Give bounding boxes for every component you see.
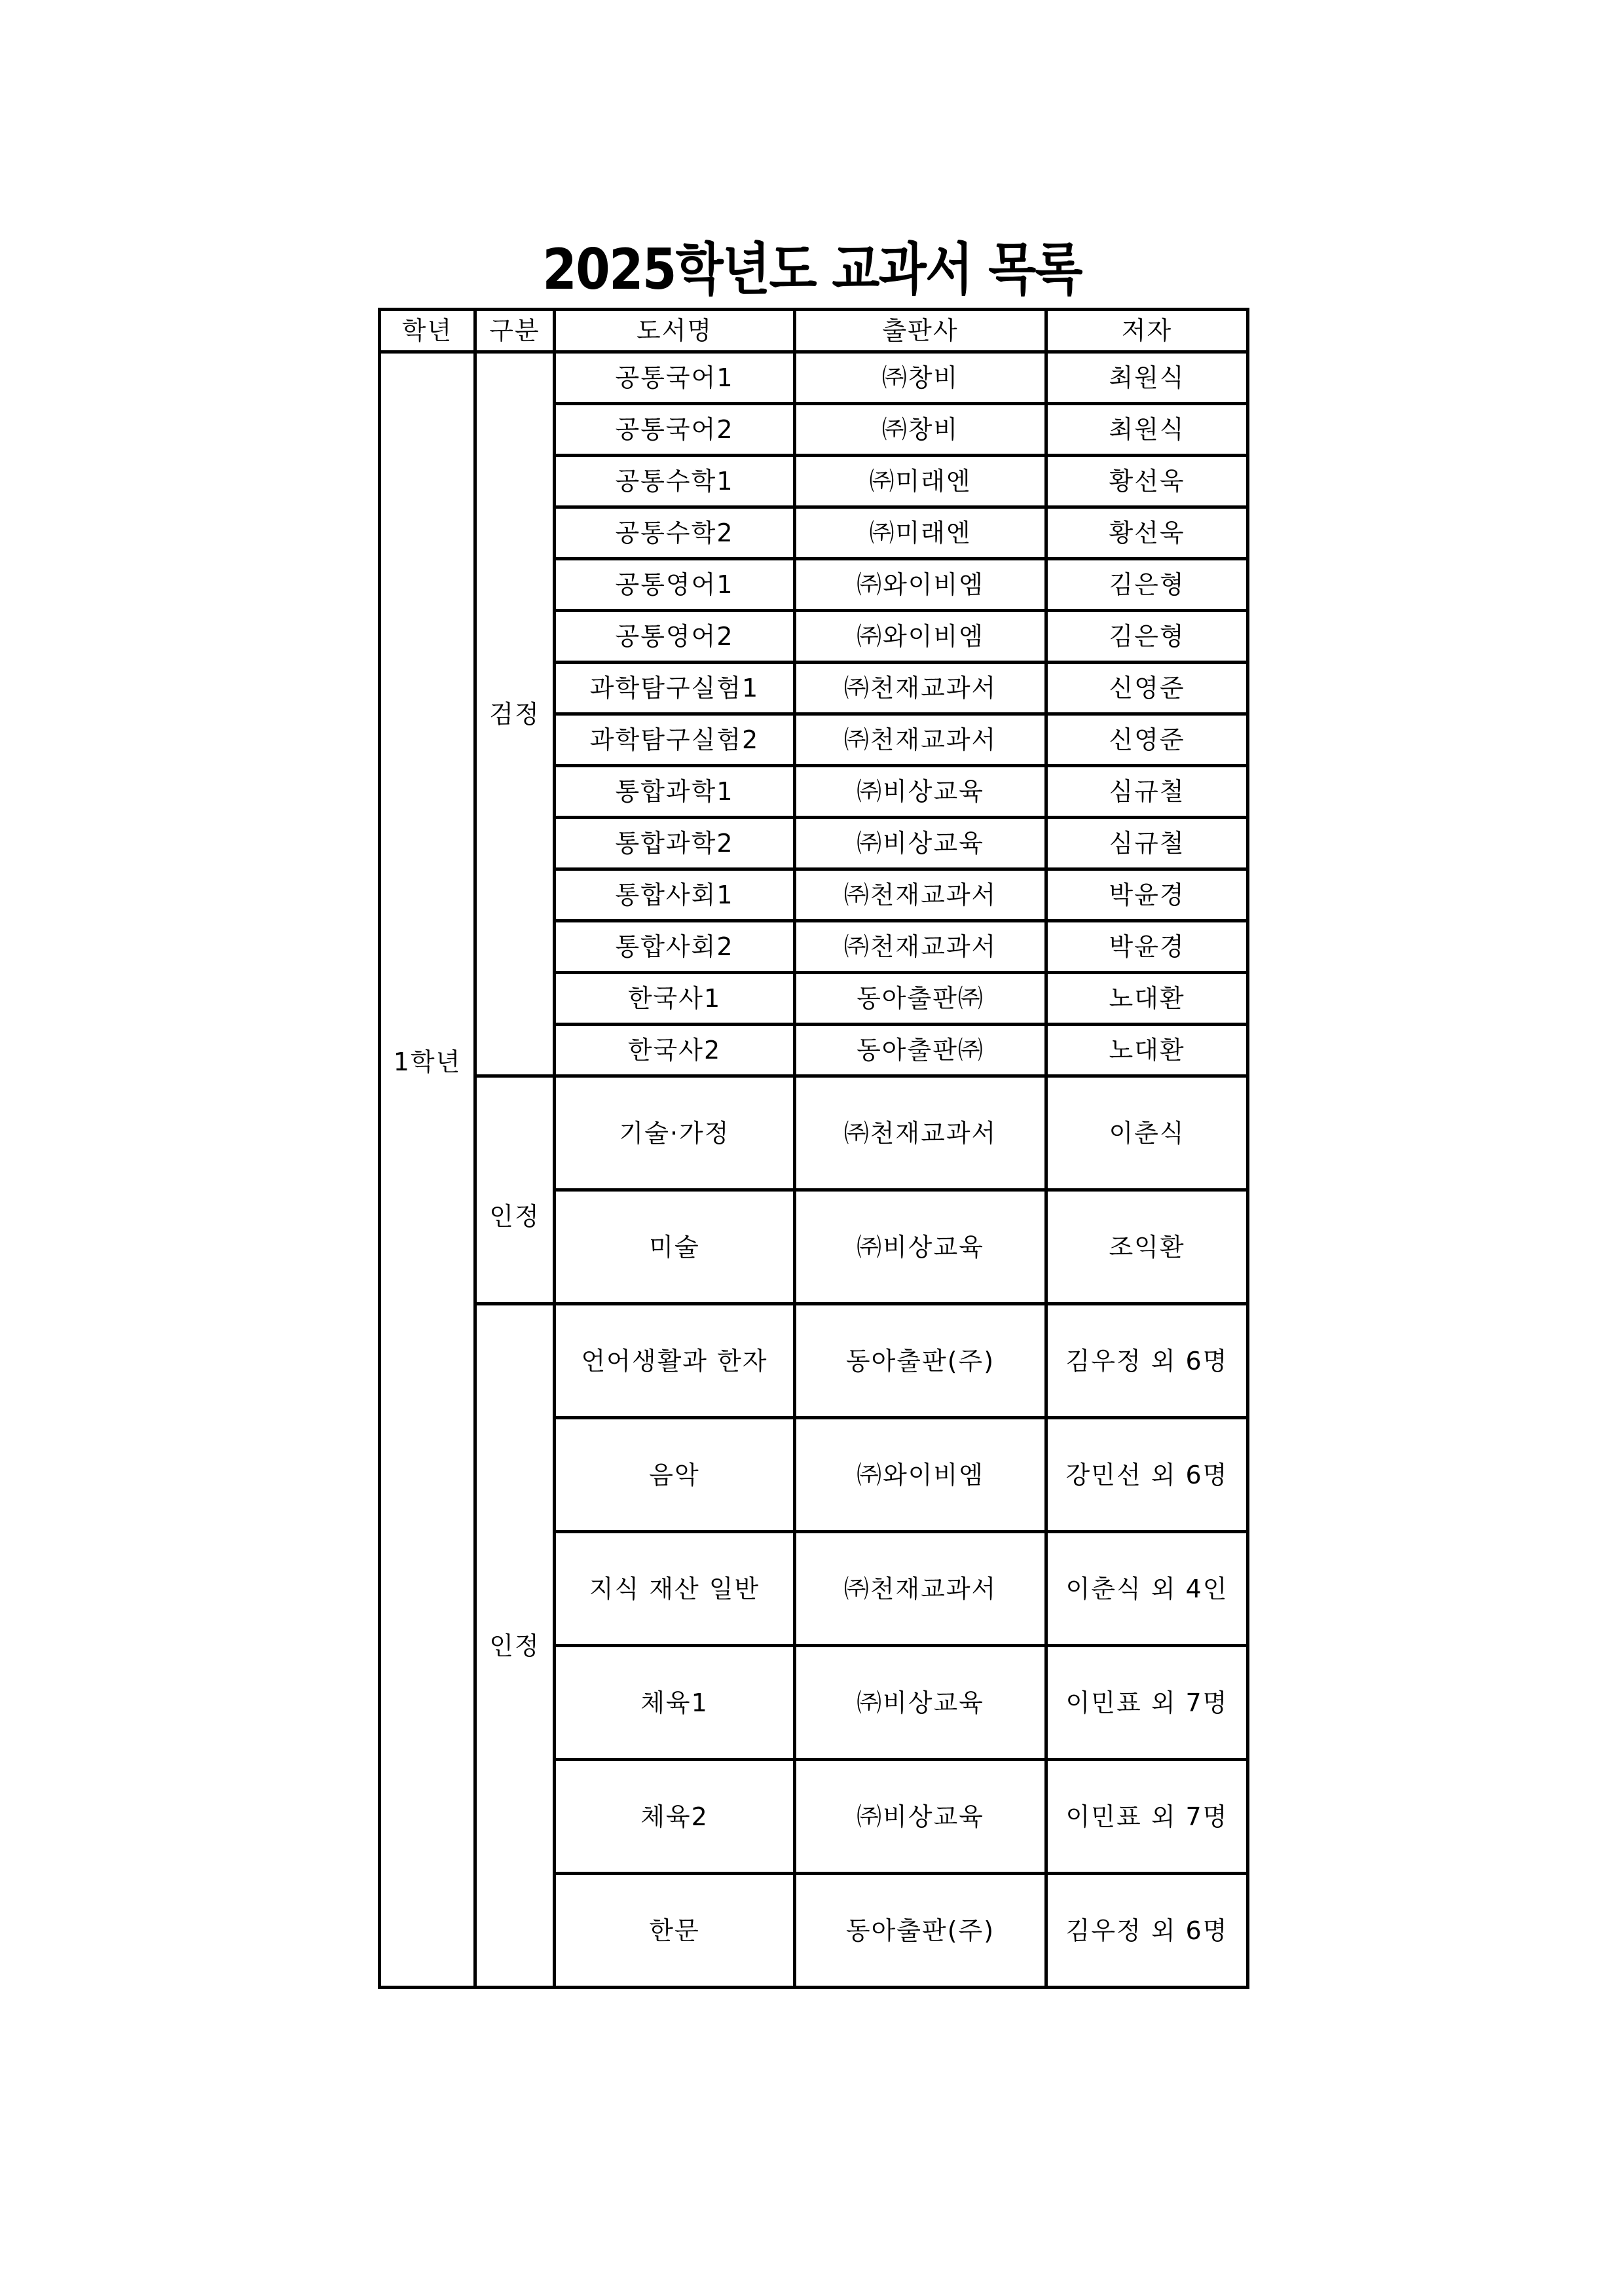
author: 김은형 (1046, 559, 1248, 611)
grade-cell: 1학년 (380, 352, 475, 1988)
author: 김우정 외 6명 (1046, 1304, 1248, 1418)
author: 황선욱 (1046, 456, 1248, 507)
author: 신영준 (1046, 714, 1248, 766)
header-book-title: 도서명 (555, 310, 795, 352)
page-title: 2025학년도 교과서 목록 (542, 237, 1082, 302)
publisher: 동아출판㈜ (795, 1025, 1046, 1076)
book-title: 지식 재산 일반 (555, 1532, 795, 1646)
author: 이민표 외 7명 (1046, 1646, 1248, 1760)
author: 이민표 외 7명 (1046, 1760, 1248, 1874)
book-title: 기술·가정 (555, 1076, 795, 1190)
table-row (380, 352, 1248, 404)
publisher: ㈜비상교육 (795, 766, 1046, 818)
book-title: 공통영어1 (555, 559, 795, 611)
publisher: ㈜미래엔 (795, 507, 1046, 559)
book-title: 공통국어2 (555, 404, 795, 456)
publisher: ㈜비상교육 (795, 1646, 1046, 1760)
publisher: ㈜와이비엠 (795, 611, 1046, 663)
author: 심규철 (1046, 766, 1248, 818)
book-title: 과학탐구실험1 (555, 663, 795, 714)
book-title: 과학탐구실험2 (555, 714, 795, 766)
author: 박윤경 (1046, 921, 1248, 973)
book-title: 한국사2 (555, 1025, 795, 1076)
publisher: ㈜와이비엠 (795, 1418, 1046, 1532)
publisher: ㈜천재교과서 (795, 921, 1046, 973)
publisher: ㈜창비 (795, 404, 1046, 456)
author: 노대환 (1046, 1025, 1248, 1076)
book-title: 공통수학1 (555, 456, 795, 507)
textbook-table (378, 308, 1249, 1989)
header-author: 저자 (1046, 310, 1248, 352)
publisher: ㈜천재교과서 (795, 663, 1046, 714)
book-title: 공통수학2 (555, 507, 795, 559)
author: 강민선 외 6명 (1046, 1418, 1248, 1532)
publisher: ㈜천재교과서 (795, 714, 1046, 766)
book-title: 공통영어2 (555, 611, 795, 663)
publisher: ㈜와이비엠 (795, 559, 1046, 611)
publisher: 동아출판㈜ (795, 973, 1046, 1025)
header-grade: 학년 (380, 310, 475, 352)
book-title: 언어생활과 한자 (555, 1304, 795, 1418)
publisher: ㈜비상교육 (795, 1760, 1046, 1874)
author: 이춘식 (1046, 1076, 1248, 1190)
table-row (380, 1304, 1248, 1418)
author: 노대환 (1046, 973, 1248, 1025)
publisher: ㈜천재교과서 (795, 1532, 1046, 1646)
author: 이춘식 외 4인 (1046, 1532, 1248, 1646)
book-title: 공통국어1 (555, 352, 795, 404)
publisher: ㈜미래엔 (795, 456, 1046, 507)
book-title: 체육1 (555, 1646, 795, 1760)
book-title: 통합과학2 (555, 818, 795, 869)
author: 박윤경 (1046, 869, 1248, 921)
author: 김은형 (1046, 611, 1248, 663)
header-publisher: 출판사 (795, 310, 1046, 352)
book-title: 한문 (555, 1874, 795, 1988)
book-title: 음악 (555, 1418, 795, 1532)
publisher: 동아출판(주) (795, 1874, 1046, 1988)
publisher: ㈜천재교과서 (795, 1076, 1046, 1190)
table-header-row (380, 310, 1248, 352)
table-row (380, 1076, 1248, 1190)
author: 심규철 (1046, 818, 1248, 869)
author: 황선욱 (1046, 507, 1248, 559)
header-category: 구분 (475, 310, 555, 352)
book-title: 통합사회2 (555, 921, 795, 973)
category-cell-injeong: 인정 (475, 1304, 555, 1988)
book-title: 통합과학1 (555, 766, 795, 818)
book-title: 한국사1 (555, 973, 795, 1025)
author: 조익환 (1046, 1190, 1248, 1304)
category-cell-injeong: 인정 (475, 1076, 555, 1304)
publisher: ㈜창비 (795, 352, 1046, 404)
book-title: 미술 (555, 1190, 795, 1304)
author: 신영준 (1046, 663, 1248, 714)
book-title: 체육2 (555, 1760, 795, 1874)
author: 김우정 외 6명 (1046, 1874, 1248, 1988)
publisher: ㈜비상교육 (795, 1190, 1046, 1304)
category-cell-geomjeong: 검정 (475, 352, 555, 1076)
book-title: 통합사회1 (555, 869, 795, 921)
author: 최원식 (1046, 352, 1248, 404)
publisher: ㈜비상교육 (795, 818, 1046, 869)
publisher: 동아출판(주) (795, 1304, 1046, 1418)
publisher: ㈜천재교과서 (795, 869, 1046, 921)
author: 최원식 (1046, 404, 1248, 456)
